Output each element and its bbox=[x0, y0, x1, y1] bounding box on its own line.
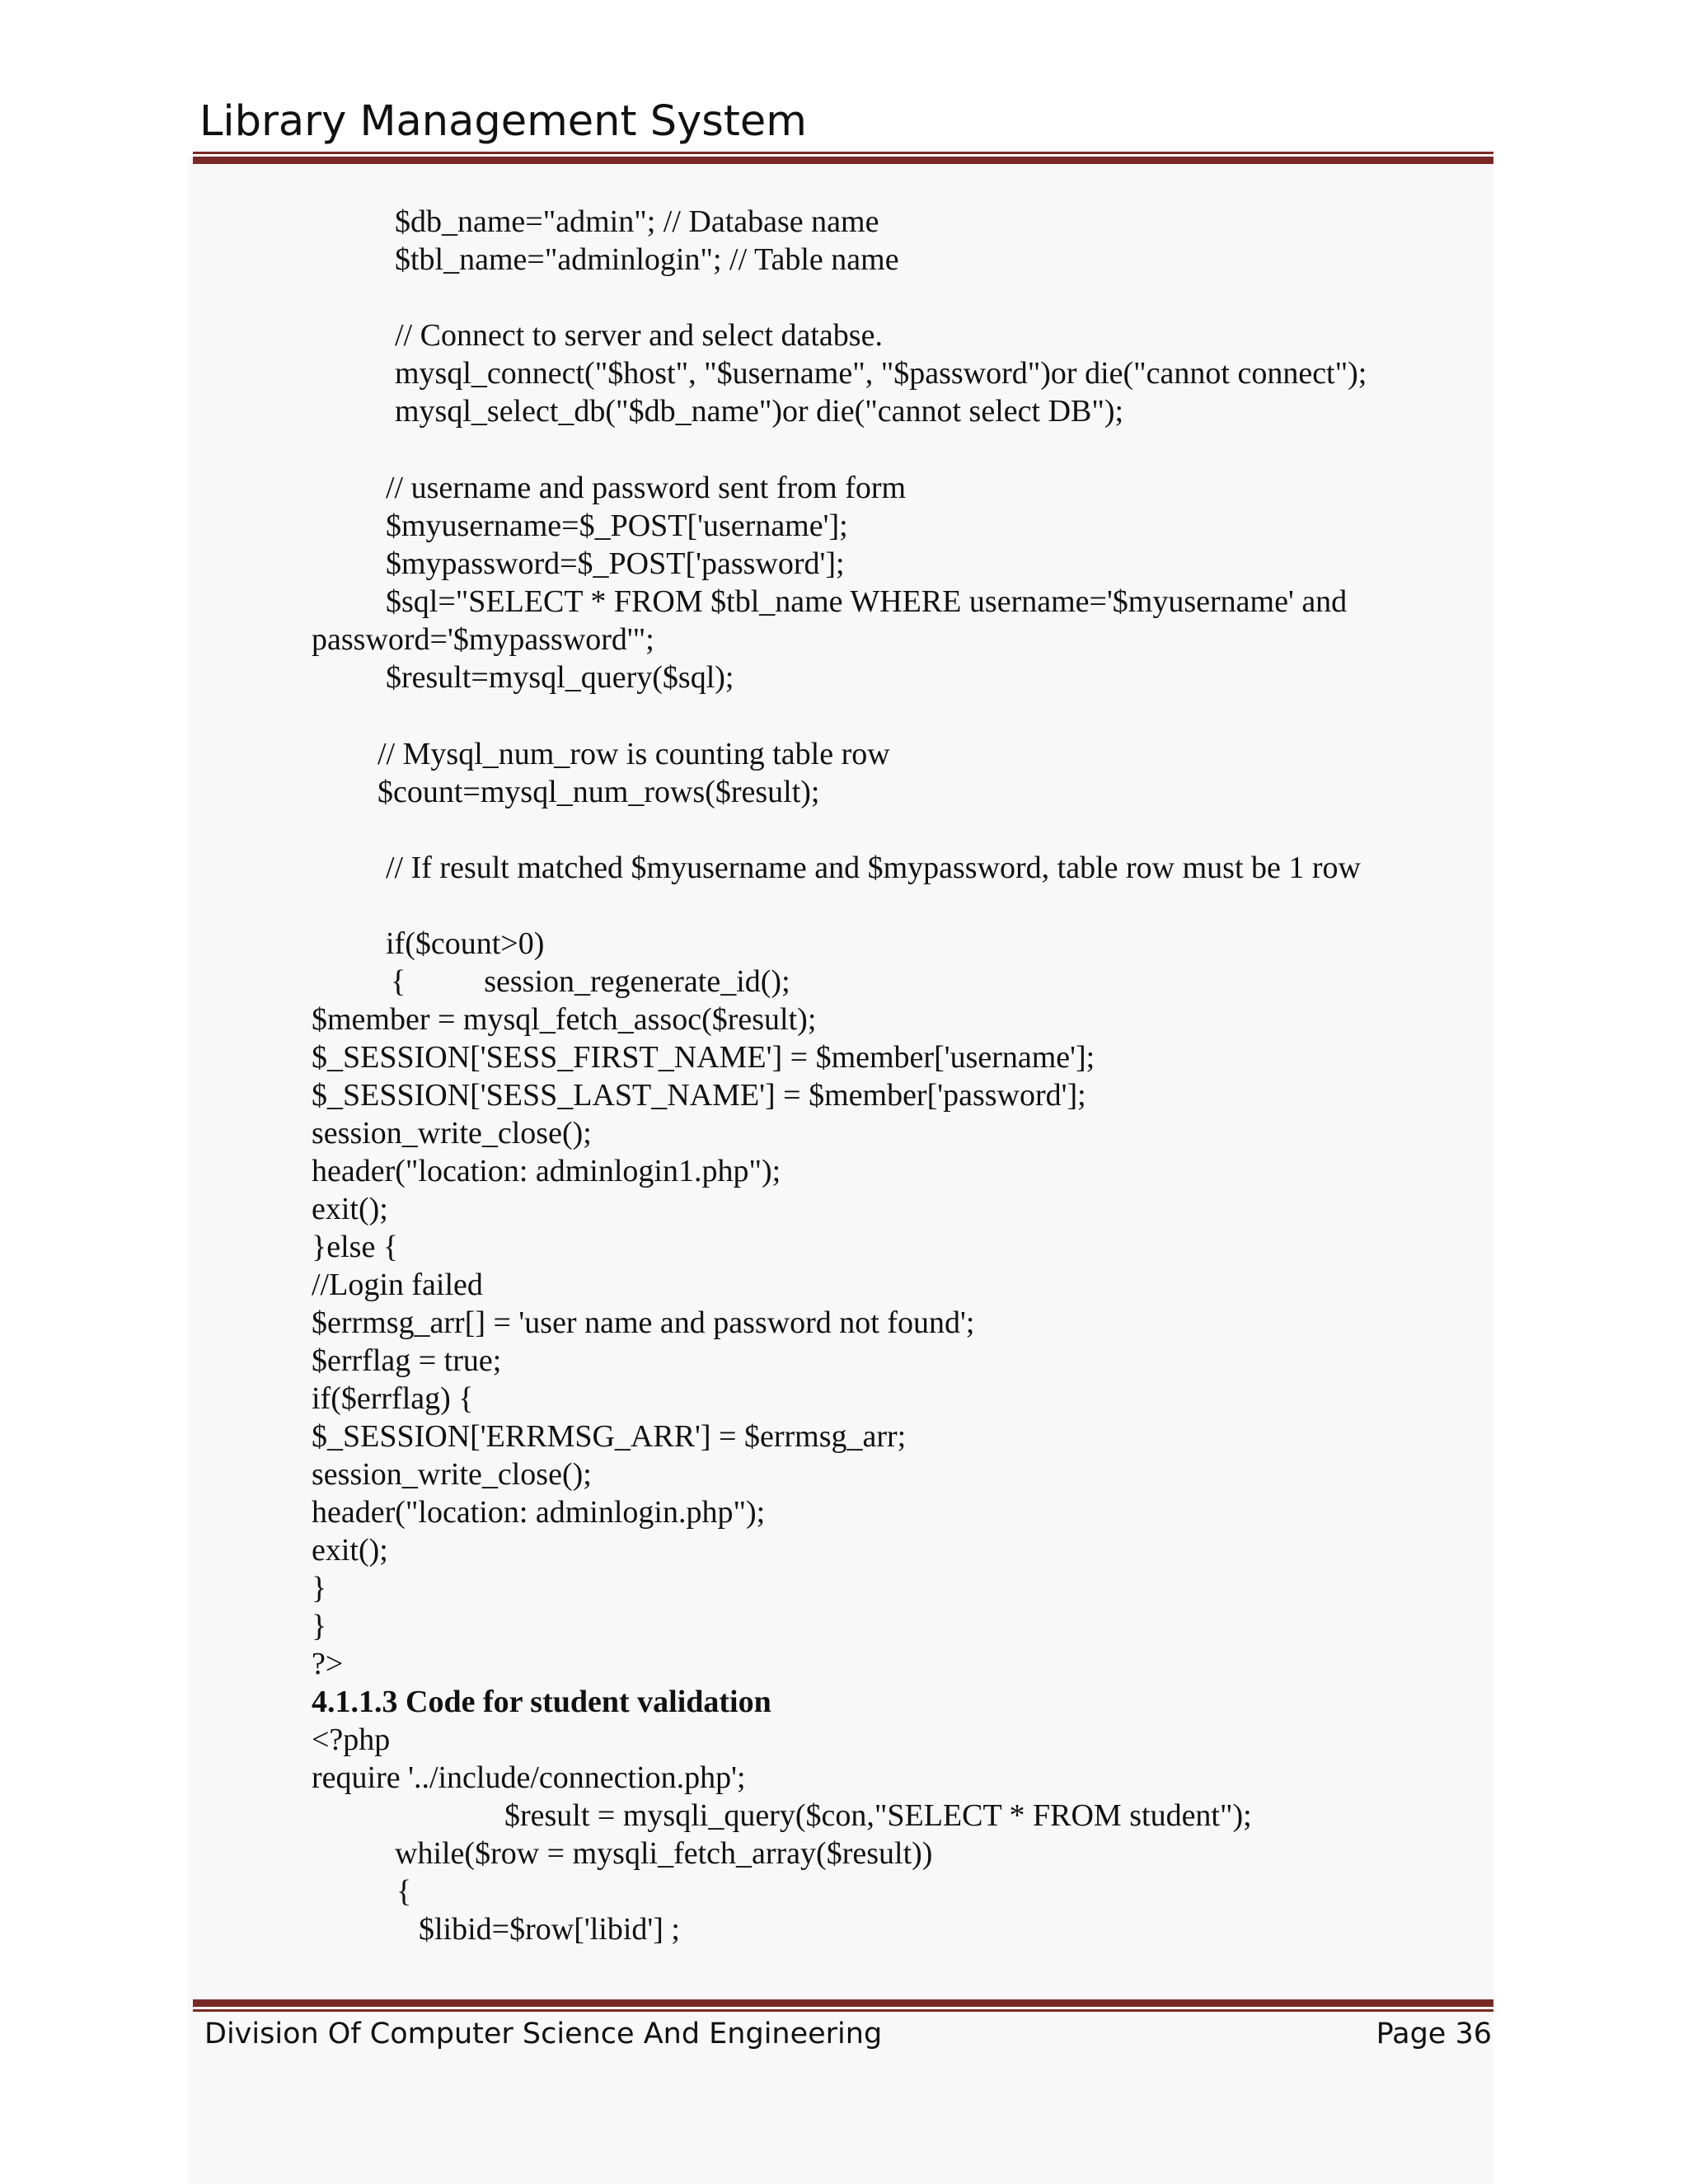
code-line: header("location: adminlogin1.php"); bbox=[312, 1154, 781, 1188]
code-line: // Connect to server and select databse. bbox=[395, 318, 883, 353]
code-line: { bbox=[396, 1874, 412, 1909]
footer-rule-thick bbox=[193, 1999, 1493, 2007]
code-line: // If result matched $myusername and $mypassword, table row must be 1 row bbox=[386, 851, 1361, 885]
footer-division: Division Of Computer Science And Engineering bbox=[204, 2018, 883, 2050]
code-line: require '../include/connection.php'; bbox=[312, 1760, 746, 1795]
code-line: $errmsg_arr[] = 'user name and password not found'; bbox=[312, 1305, 975, 1340]
code-line: mysql_connect("$host", "$username", "$password")or die("cannot connect"); bbox=[395, 356, 1367, 391]
code-line: $_SESSION['ERRMSG_ARR'] = $errmsg_arr; bbox=[312, 1419, 907, 1454]
code-line: while($row = mysqli_fetch_array($result)) bbox=[395, 1836, 933, 1871]
header-rule-thin bbox=[193, 152, 1493, 154]
code-line: $count=mysql_num_rows($result); bbox=[377, 775, 820, 809]
page-header-title: Library Management System bbox=[199, 97, 807, 146]
code-line: $tbl_name="adminlogin"; // Table name bbox=[395, 242, 899, 277]
code-line: } bbox=[312, 1571, 327, 1605]
code-line: exit(); bbox=[312, 1533, 388, 1568]
code-line: mysql_select_db("$db_name")or die("cannot select DB"); bbox=[395, 394, 1124, 429]
code-line: $result=mysql_query($sql); bbox=[386, 660, 734, 695]
code-line: $_SESSION['SESS_LAST_NAME'] = $member['password']; bbox=[312, 1078, 1086, 1113]
code-line: $member = mysql_fetch_assoc($result); bbox=[312, 1002, 817, 1037]
code-line: $sql="SELECT * FROM $tbl_name WHERE username='$myusername' and bbox=[386, 584, 1348, 619]
code-line: session_write_close(); bbox=[312, 1457, 592, 1492]
code-line: $myusername=$_POST['username']; bbox=[386, 509, 848, 543]
code-line: }else { bbox=[312, 1230, 399, 1264]
code-line: $libid=$row['libid'] ; bbox=[419, 1912, 680, 1947]
code-line: ?> bbox=[312, 1647, 344, 1681]
code-line: session_write_close(); bbox=[312, 1116, 592, 1151]
code-line: { session_regenerate_id(); bbox=[391, 964, 790, 999]
section-heading: 4.1.1.3 Code for student validation bbox=[312, 1685, 771, 1719]
code-line: $_SESSION['SESS_FIRST_NAME'] = $member['username']; bbox=[312, 1040, 1095, 1075]
code-line: //Login failed bbox=[312, 1268, 483, 1302]
code-line: $errflag = true; bbox=[312, 1343, 502, 1378]
code-line: $db_name="admin"; // Database name bbox=[395, 204, 879, 239]
code-line: // Mysql_num_row is counting table row bbox=[377, 737, 890, 771]
code-line: exit(); bbox=[312, 1192, 388, 1226]
code-line: password='$mypassword'"; bbox=[312, 622, 654, 657]
code-line: } bbox=[312, 1609, 327, 1643]
page-number: Page 36 bbox=[1376, 2018, 1492, 2050]
code-line: if($count>0) bbox=[386, 926, 545, 961]
code-line: <?php bbox=[312, 1722, 391, 1757]
footer-rule-thin bbox=[193, 2009, 1493, 2012]
code-line: $mypassword=$_POST['password']; bbox=[386, 546, 845, 581]
header-rule-thick bbox=[193, 157, 1493, 164]
code-line: $result = mysqli_query($con,"SELECT * FROM student"); bbox=[504, 1798, 1252, 1833]
code-line: // username and password sent from form bbox=[386, 471, 907, 505]
code-line: header("location: adminlogin.php"); bbox=[312, 1495, 766, 1530]
code-line: if($errflag) { bbox=[312, 1381, 474, 1416]
